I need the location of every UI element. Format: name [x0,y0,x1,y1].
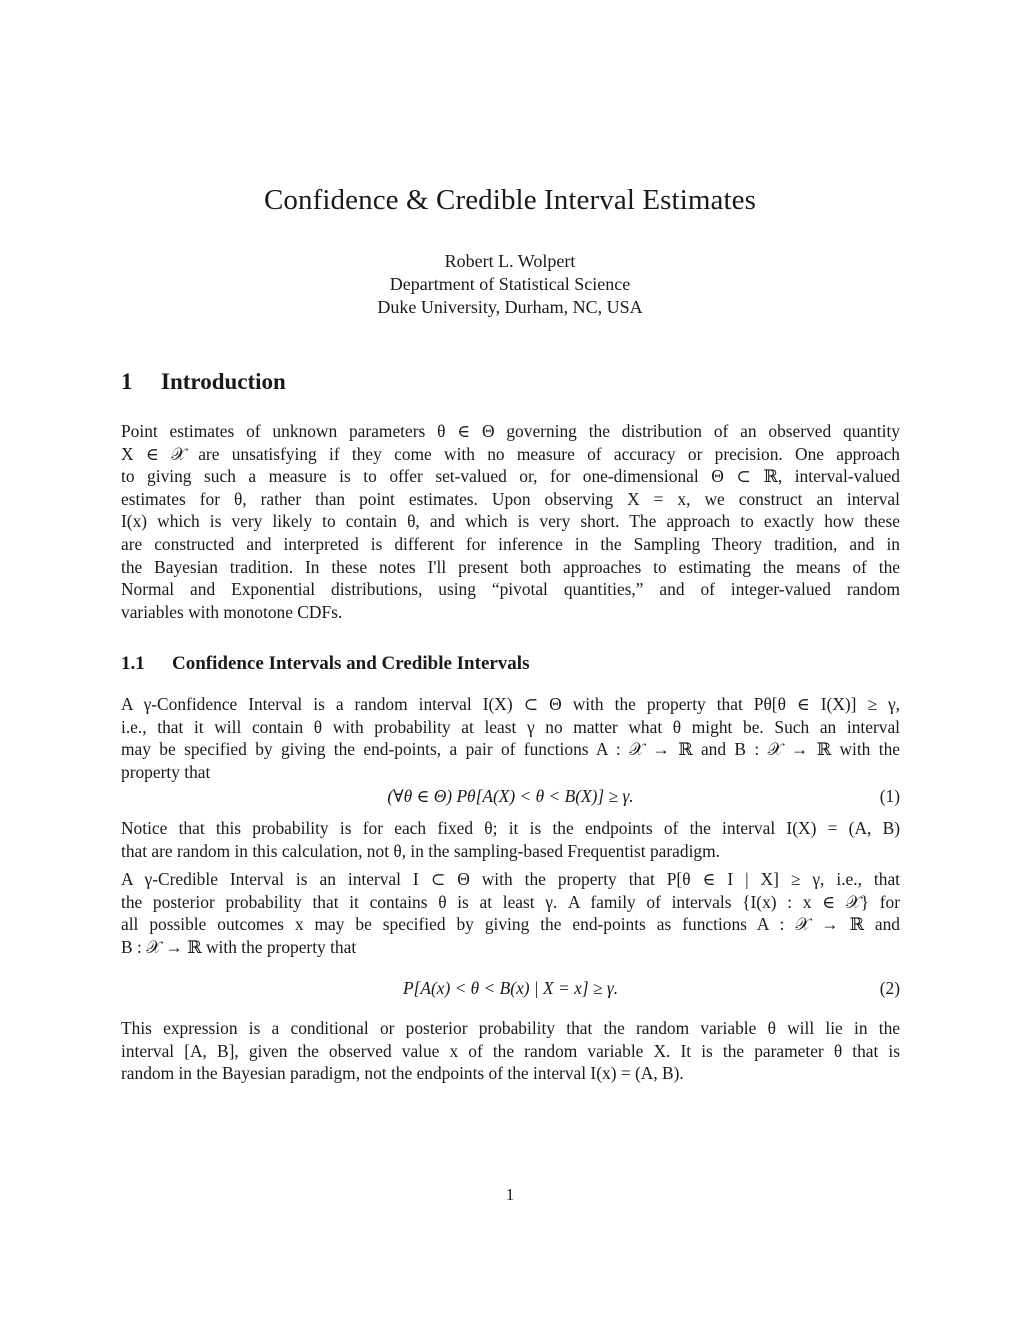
paragraph-line: all possible outcomes x may be specified by giving the end-points as functions A : 𝒳 → ℝ and [121,914,900,935]
paragraph-line: Point estimates of unknown parameters θ ∈ Θ governing the distribution of an observed quantity [121,421,900,441]
page-title: Confidence & Credible Interval Estimates [263,184,756,216]
equation-body: P[A(x) < θ < B(x) | X = x] ≥ γ. [402,978,619,998]
equation-2 [121,976,900,1000]
subsection-title: Confidence Intervals and Credible Intervals [172,653,530,674]
paragraph-line: I(x) which is very likely to contain θ, and which is very short. The approach to exactly how these [121,511,900,532]
confidence-interval-paragraph [121,693,900,783]
section-1-heading [121,369,286,395]
paragraph-line: i.e., that it will contain θ with probability at least γ no matter what θ might be. Such an interval [121,716,900,737]
paragraph-line: may be specified by giving the end-points, a pair of functions A : 𝒳 → ℝ and B : 𝒳 → ℝ with the [121,739,900,760]
page-number: 1 [505,1185,515,1204]
paragraph-line: variables with monotone CDFs. [121,601,343,622]
paragraph-line: A γ-Credible Interval is an interval I ⊂ Θ with the property that P[θ ∈ I | X] ≥ γ, i.e., that [121,869,900,889]
paragraph-line: Normal and Exponential distributions, using “pivotal quantities,” and of integer-valued random [121,579,900,600]
section-number: 1 [121,369,133,394]
equation-1 [121,784,900,808]
paragraph-line: interval [A, B], given the observed value x of the random variable X. It is the parameter θ that is [121,1040,900,1061]
posterior-paragraph [121,1017,900,1085]
paragraph-line: to giving such a measure is to offer set-valued or, for one-dimensional Θ ⊂ ℝ, interval-valued [121,466,900,487]
intro-paragraph [121,420,900,623]
subsection-1-1-heading [121,653,529,675]
paragraph-line: property that [121,761,211,782]
equation-number: (1) [879,786,900,806]
section-title: Introduction [161,369,286,394]
paragraph-line: random in the Bayesian paradigm, not the endpoints of the interval I(x) = (A, B). [121,1063,684,1084]
paragraph-line: that are random in this calculation, not θ, in the sampling-based Frequentist paradigm. [121,840,720,861]
paragraph-line: Notice that this probability is for each fixed θ; it is the endpoints of the interval I(X) = (A, B) [121,818,900,838]
author-institution: Duke University, Durham, NC, USA [377,297,643,317]
fixed-theta-paragraph [121,817,900,862]
paragraph-line: the Bayesian tradition. In these notes I'll present both approaches to estimating the means of the [121,556,900,577]
paragraph-line: B : 𝒳 → ℝ with the property that [121,936,357,957]
author-department: Department of Statistical Science [389,274,631,294]
paragraph-line: estimates for θ, rather than point estimates. Upon observing X = x, we construct an interval [121,488,900,509]
equation-body: (∀θ ∈ Θ) Pθ[A(X) < θ < B(X)] ≥ γ. [387,786,634,806]
paragraph-line: are constructed and interpreted is different for inference in the Sampling Theory tradition, and in [121,533,900,554]
credible-interval-paragraph [121,868,900,958]
paragraph-line: A γ-Confidence Interval is a random interval I(X) ⊂ Θ with the property that Pθ[θ ∈ I(X)] ≥ γ, [121,694,900,714]
author-name: Robert L. Wolpert [444,251,576,271]
paragraph-line: X ∈ 𝒳 are unsatisfying if they come with no measure of accuracy or precision. One approach [121,443,900,464]
paragraph-line: the posterior probability that it contains θ is at least γ. A family of intervals {I(x) : x ∈ 𝒳} for [121,891,900,912]
equation-number: (2) [879,978,900,998]
subsection-number: 1.1 [121,653,145,674]
paragraph-line: This expression is a conditional or posterior probability that the random variable θ will lie in the [121,1018,900,1038]
